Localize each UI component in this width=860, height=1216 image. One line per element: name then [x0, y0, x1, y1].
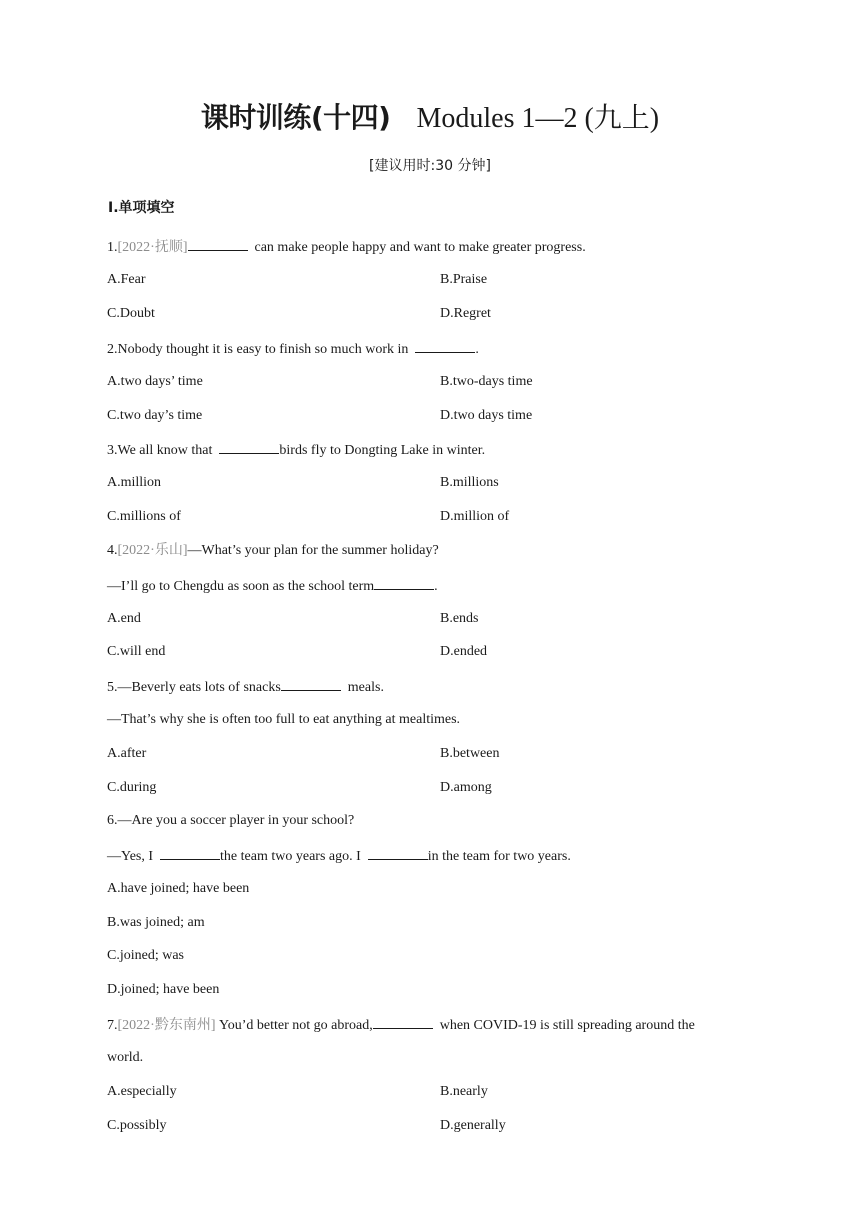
answer-blank — [219, 440, 279, 454]
answer-blank — [160, 846, 220, 860]
q4-period: . — [434, 579, 438, 594]
q1-option-d: D.Regret — [440, 306, 491, 321]
q6-option-a: A.have joined; have been — [107, 881, 250, 896]
answer-blank — [281, 677, 341, 691]
q5-option-a: A.after — [107, 746, 147, 761]
q4-source: [2022·乐山] — [117, 543, 188, 558]
q7-source: [2022·黔东南州] — [117, 1018, 216, 1033]
q6-reply-end: in the team for two years. — [427, 849, 571, 864]
q5-text: 5.—Beverly eats lots of snacks — [107, 680, 281, 695]
q6-option-c: C.joined; was — [107, 948, 184, 963]
section-heading: Ⅰ.单项填空 — [108, 200, 175, 216]
q2-period: . — [475, 342, 479, 357]
q3-text-after: birds fly to Dongting Lake in winter. — [279, 443, 486, 458]
question-4 — [107, 542, 439, 560]
question-3 — [107, 440, 485, 460]
q4-option-d: D.ended — [440, 644, 488, 659]
q3-text: 3.We all know that — [107, 443, 220, 458]
q6-reply-mid: the team two years ago. I — [220, 849, 368, 864]
title-english: Modules 1—2 (九上) — [416, 103, 660, 134]
q5-option-b: B.between — [440, 746, 500, 761]
answer-blank — [374, 576, 434, 590]
q6-reply: —Yes, I — [107, 849, 161, 864]
answer-blank — [368, 846, 428, 860]
q6-line-2 — [107, 846, 571, 866]
q5-line-2: —That’s why she is often too full to eat anything at mealtimes. — [107, 712, 461, 727]
q3-option-a: A.million — [107, 475, 162, 490]
q1-text: can make people happy and want to make greater progress. — [247, 240, 586, 255]
q5-option-d: D.among — [440, 780, 492, 795]
question-5 — [107, 677, 384, 697]
q2-text: 2.Nobody thought it is easy to finish so much work in — [107, 342, 416, 357]
q6-option-d: D.joined; have been — [107, 982, 220, 997]
q5-text-after: meals. — [340, 680, 384, 695]
title-chinese: 课时训练(十四) — [200, 101, 391, 134]
q1-option-b: B.Praise — [440, 272, 488, 287]
question-1 — [107, 237, 586, 257]
q7-option-d: D.generally — [440, 1118, 506, 1133]
q7-text-after: when COVID-19 is still spreading around the — [432, 1018, 695, 1033]
q2-option-c: C.two day’s time — [107, 408, 203, 423]
question-7 — [107, 1015, 695, 1035]
question-6: 6.—Are you a soccer player in your school? — [107, 813, 355, 828]
question-2 — [107, 339, 479, 359]
q4-reply: —I’ll go to Chengdu as soon as the school term — [107, 579, 375, 594]
answer-blank — [373, 1015, 433, 1029]
q1-number: 1. — [107, 240, 118, 255]
q4-line-2 — [107, 576, 438, 596]
q7-option-a: A.especially — [107, 1084, 177, 1099]
q7-option-c: C.possibly — [107, 1118, 167, 1133]
q4-option-a: A.end — [107, 611, 141, 626]
suggested-time: [建议用时:30 分钟] — [369, 158, 491, 174]
q1-option-c: C.Doubt — [107, 306, 155, 321]
q4-option-c: C.will end — [107, 644, 166, 659]
q4-number: 4. — [107, 543, 118, 558]
q7-option-b: B.nearly — [440, 1084, 488, 1099]
q7-text: You’d better not go abroad, — [215, 1018, 373, 1033]
q7-line-2: world. — [107, 1050, 144, 1065]
answer-blank — [415, 339, 475, 353]
q2-option-d: D.two days time — [440, 408, 533, 423]
q6-option-b: B.was joined; am — [107, 915, 205, 930]
page-title — [0, 100, 860, 137]
q1-source: [2022·抚顺] — [117, 240, 188, 255]
q4-text: —What’s your plan for the summer holiday? — [187, 543, 439, 558]
q2-option-a: A.two days’ time — [107, 374, 203, 389]
q4-option-b: B.ends — [440, 611, 479, 626]
q3-option-b: B.millions — [440, 475, 499, 490]
q5-option-c: C.during — [107, 780, 157, 795]
answer-blank — [188, 237, 248, 251]
q1-option-a: A.Fear — [107, 272, 146, 287]
q2-option-b: B.two-days time — [440, 374, 533, 389]
q3-option-c: C.millions of — [107, 509, 181, 524]
q3-option-d: D.million of — [440, 509, 510, 524]
q7-number: 7. — [107, 1018, 118, 1033]
